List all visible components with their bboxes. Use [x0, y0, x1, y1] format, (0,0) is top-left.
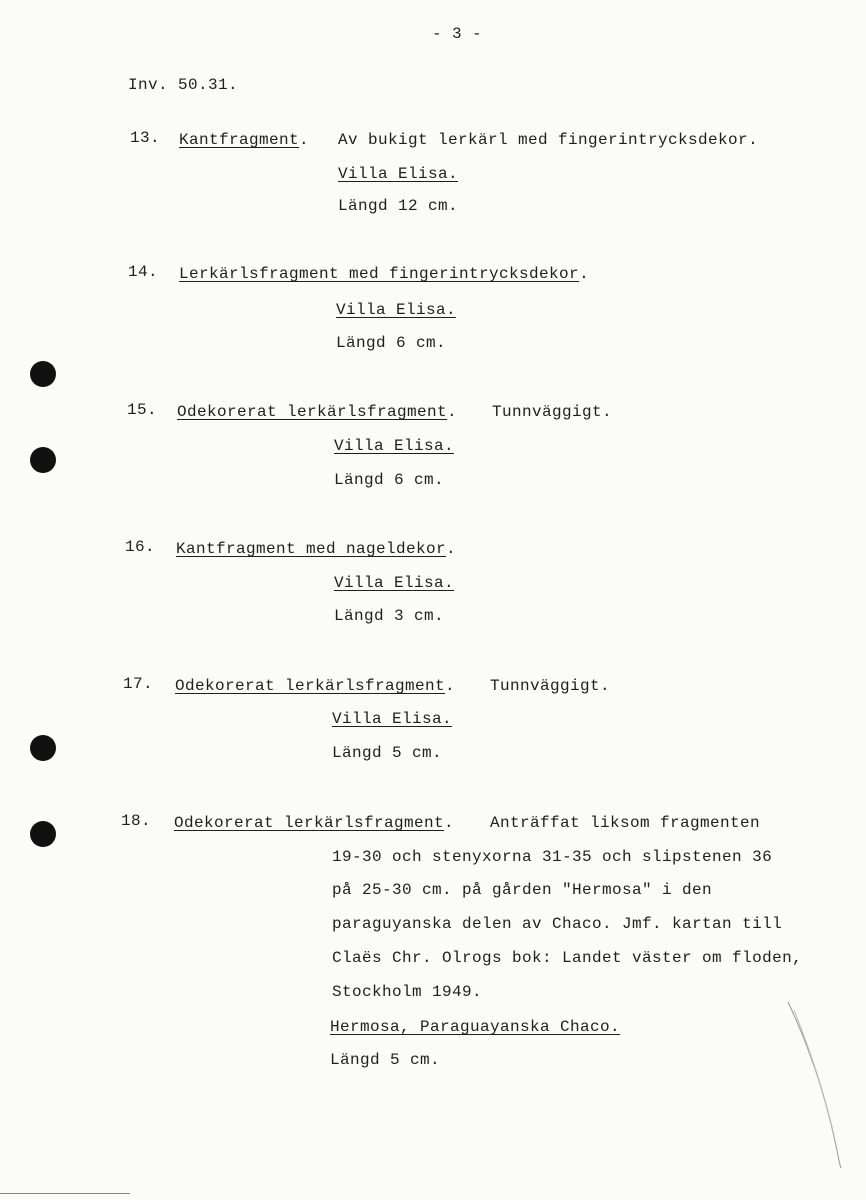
entry-13-locality: Villa Elisa. — [338, 165, 459, 183]
entry-15-number: 15. — [127, 401, 158, 419]
punch-hole — [30, 361, 56, 387]
entry-18-text-line: paraguyanska delen av Chaco. Jmf. kartan till — [332, 915, 783, 933]
entry-15-title: Odekorerat lerkärlsfragment — [177, 403, 448, 421]
entry-17-locality: Villa Elisa. — [332, 710, 453, 728]
entry-13-length: Längd 12 cm. — [338, 197, 459, 215]
entry-14-header — [179, 264, 589, 284]
entry-14-length: Längd 6 cm. — [336, 334, 447, 352]
entry-15-locality: Villa Elisa. — [334, 437, 455, 455]
entry-17-title-period: . — [445, 677, 456, 695]
entry-16-number: 16. — [125, 538, 156, 556]
entry-13-number: 13. — [130, 129, 161, 147]
entry-18-length: Längd 5 cm. — [330, 1051, 441, 1069]
page-edge-line — [0, 1193, 130, 1194]
entry-18-title: Odekorerat lerkärlsfragment — [174, 814, 445, 832]
entry-18-text-line: på 25-30 cm. på gården "Hermosa" i den — [332, 881, 713, 899]
entry-15-header — [177, 402, 457, 422]
punch-hole — [30, 821, 56, 847]
entry-16-title-period: . — [446, 540, 457, 558]
entry-13-description: Av bukigt lerkärl med fingerintrycksdekor. — [338, 131, 759, 149]
inventory-number: Inv. 50.31. — [128, 76, 239, 94]
entry-18-number: 18. — [121, 812, 152, 830]
entry-18-text-line: Stockholm 1949. — [332, 983, 483, 1001]
entry-13-header — [179, 130, 309, 150]
entry-14-number: 14. — [128, 263, 159, 281]
entry-13-title-period: . — [299, 131, 310, 149]
entry-14-title: Lerkärlsfragment med fingerintrycksdekor — [179, 265, 580, 283]
entry-15-title-period: . — [447, 403, 458, 421]
entry-17-header — [175, 676, 455, 696]
entry-18-title-period: . — [444, 814, 455, 832]
entry-18-text-line: Claës Chr. Olrogs bok: Landet väster om floden, — [332, 949, 803, 967]
punch-hole — [30, 735, 56, 761]
entry-17-length: Längd 5 cm. — [332, 744, 443, 762]
entry-15-length: Längd 6 cm. — [334, 471, 445, 489]
paper-fold-mark — [786, 1000, 846, 1170]
entry-16-locality: Villa Elisa. — [334, 574, 455, 592]
entry-16-length: Längd 3 cm. — [334, 607, 445, 625]
entry-14-title-period: . — [579, 265, 590, 283]
entry-18-text-line: 19-30 och stenyxorna 31-35 och slipstenen 36 — [332, 848, 773, 866]
punch-hole — [30, 447, 56, 473]
entry-13-title: Kantfragment — [179, 131, 300, 149]
entry-18-locality: Hermosa, Paraguayanska Chaco. — [330, 1018, 621, 1036]
entry-16-title: Kantfragment med nageldekor — [176, 540, 447, 558]
entry-14-locality: Villa Elisa. — [336, 301, 457, 319]
entry-16-header — [176, 539, 456, 559]
entry-17-description: Tunnväggigt. — [490, 677, 611, 695]
page-number: - 3 - — [432, 25, 483, 43]
entry-17-title: Odekorerat lerkärlsfragment — [175, 677, 446, 695]
entry-15-description: Tunnväggigt. — [492, 403, 613, 421]
entry-18-header — [174, 813, 454, 833]
entry-18-description: Anträffat liksom fragmenten — [490, 814, 761, 832]
entry-17-number: 17. — [123, 675, 154, 693]
